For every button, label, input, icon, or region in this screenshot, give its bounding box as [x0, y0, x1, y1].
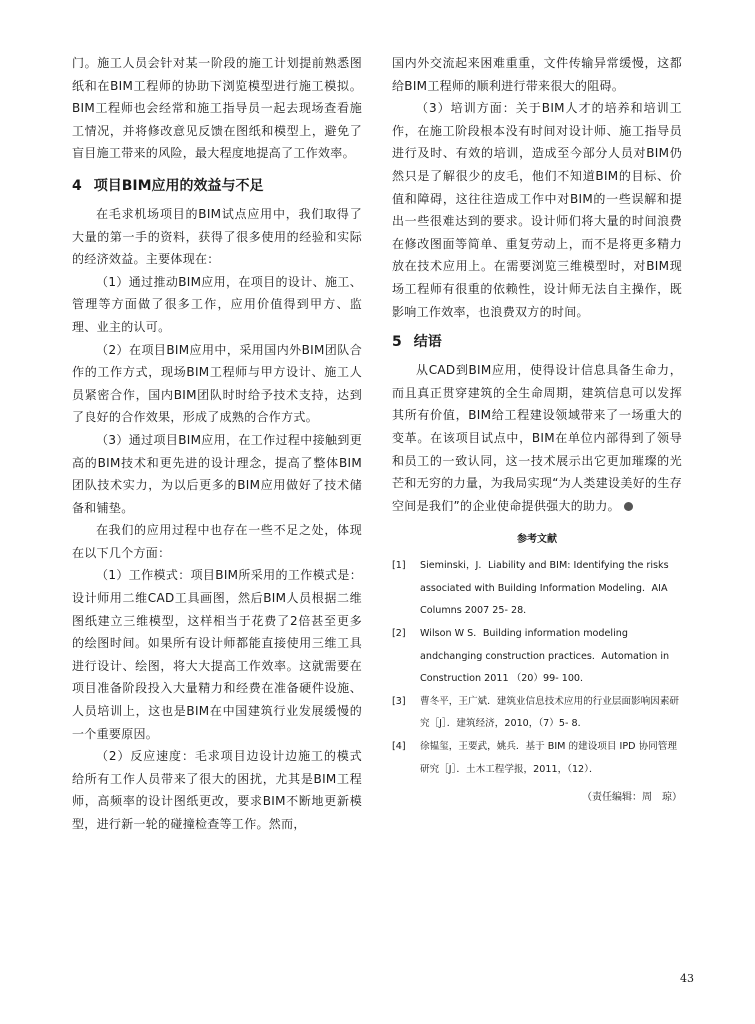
- training-paragraph: （3）培训方面：关于BIM人才的培养和培训工作，在施工阶段根本没有时间对设计师、施工指导员进行及时、有效的培训，造成至今部分人员对BIM仍然只是了解很少的皮毛，他们不知道BIM的目标、价值和障碍，这往往造成工作中对BIM的一些误解和提出一些很难达到的要求。设计师们将大量的时间浪费在修改图面等简单、重复劳动上，而不是将更多精力放在技术应用上。在需要浏览三维模型时，对BIM现场工程师有很重的依赖性，设计师无法自主操作，既影响工作效率，也浪费双方的时间。: [392, 101, 682, 319]
- reference-item: [392, 736, 682, 781]
- reference-item: [392, 623, 682, 691]
- section-4-paragraph: （1）工作模式：项目BIM所采用的工作模式是：设计师用二维CAD工具画图，然后BIM人员根据二维图纸建立三维模型，这样相当于花费了2倍甚至更多的绘图时间。如果所有设计师都能直接使用三维工具进行设计、绘图，将大大提高工作效率。这就需要在项目准备阶段投入大量精力和经费在准备硬件设施、人员培训上，这也是BIM在中国建筑行业发展缓慢的一个重要原因。: [72, 568, 362, 741]
- reference-text: 徐韫玺，王要武，姚兵．基于 BIM 的建设项目 IPD 协同管理研究［J］．土木工程学报，2011，（12）．: [420, 741, 677, 775]
- section-4-heading: [72, 175, 362, 197]
- section-5-heading: [392, 331, 682, 353]
- left-column: [72, 52, 362, 836]
- reference-text: Sieminski，J．Liability and BIM: Identifying the risks associated with Building Information Modeling．AIA Columns 2007 25- 28．: [420, 560, 669, 617]
- reference-number: [3]: [392, 695, 406, 707]
- intro-paragraph: 门。施工人员会针对某一阶段的施工计划提前熟悉图纸和在BIM工程师的协助下浏览模型进行施工模拟。BIM工程师也会经常和施工指导员一起去现场查看施工情况，并将修改意见反馈在图纸和模型上，避免了盲目施工带来的风险，最大程度地提高了工作效率。: [72, 56, 362, 161]
- right-column: [392, 52, 682, 807]
- reference-number: [1]: [392, 560, 406, 572]
- section-5-title: 结语: [413, 334, 442, 351]
- section-5-number: 5: [392, 334, 402, 351]
- section-4-paragraph: 在毛求机场项目的BIM试点应用中，我们取得了大量的第一手的资料，获得了很多使用的经验和实际的经济效益。主要体现在：: [72, 206, 362, 267]
- reference-text: 曹冬平，王广斌．建筑业信息技术应用的行业层面影响因素研究［J］．建筑经济，2010，（7）5- 8．: [420, 695, 680, 730]
- reference-text: Wilson W S．Building information modeling andchanging construction practices．Automation in Construction 2011 （20）99- 100．: [420, 628, 670, 685]
- section-4-paragraph: （1）通过推动BIM应用，在项目的设计、施工、管理等方面做了很多工作，应用价值得到甲方、监理、业主的认可。: [72, 274, 362, 334]
- section-4-paragraph: 在我们的应用过程中也存在一些不足之处，体现在以下几个方面：: [72, 523, 362, 560]
- reference-number: [4]: [392, 741, 406, 753]
- conclusion-text: 从CAD到BIM应用，使得设计信息具备生命力，而且真正贯穿建筑的全生命周期，建筑信息可以发挥其所有价值，BIM给工程建设领域带来了一场重大的变革。在该项目试点中，BIM在单位内部得到了领导和员工的一致认同，这一技术展示出它更加璀璨的光芒和无穷的力量，为我局实现“为人类建设美好的生存空间是我们”的企业使命提供强大的助力。: [392, 363, 682, 513]
- page-number: 43: [680, 972, 694, 985]
- responsible-editor: （责任编辑：周 琼）: [582, 792, 682, 804]
- reference-item: [392, 555, 682, 623]
- references-title: 参考文献: [517, 534, 557, 546]
- section-4-paragraph: （2）在项目BIM应用中，采用国内外BIM团队合作的工作方式，现场BIM工程师与甲方设计、施工人员紧密合作，国内BIM团队时时给予技术支持，达到了良好的合作效果，形成了成熟的合作方式。: [72, 342, 362, 425]
- reference-item: [392, 691, 682, 736]
- section-4-paragraph: （2）反应速度：毛求项目边设计边施工的模式给所有工作人员带来了很大的困扰，尤其是BIM工程师，高频率的设计图纸更改，要求BIM不断地更新模型，进行新一轮的碰撞检查等工作。然而，: [72, 749, 362, 831]
- conclusion-paragraph: [392, 359, 682, 517]
- end-mark-icon: [624, 502, 633, 511]
- section-4-paragraph: （3）通过项目BIM应用，在工作过程中接触到更高的BIM技术和更先进的设计理念，提高了整体BIM团队技术实力，为以后更多的BIM应用做好了技术储备和铺垫。: [72, 432, 362, 515]
- section-4-number: 4: [72, 177, 82, 194]
- section-4-title: 项目BIM应用的效益与不足: [93, 177, 264, 194]
- reference-number: [2]: [392, 628, 406, 640]
- continued-paragraph: 国内外交流起来困难重重，文件传输异常缓慢，这都给BIM工程师的顺利进行带来很大的阻碍。: [392, 56, 682, 93]
